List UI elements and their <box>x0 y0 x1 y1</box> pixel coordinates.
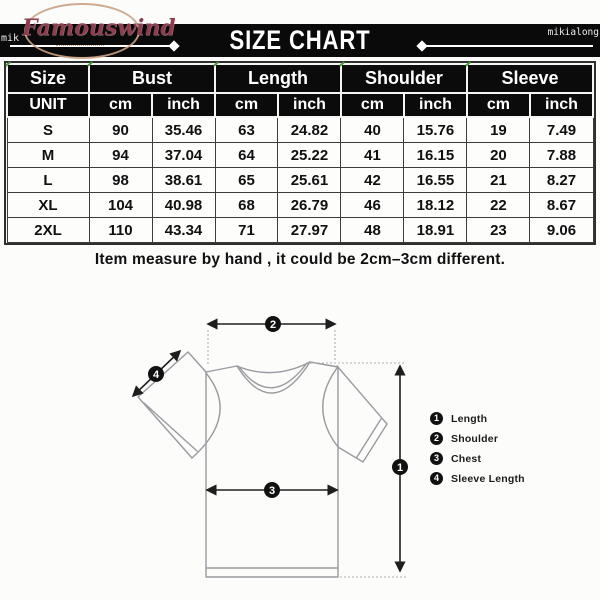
unit-inch: inch <box>152 93 215 117</box>
legend-label: Sleeve Length <box>451 472 525 485</box>
measurement-cell: 16.55 <box>404 168 467 193</box>
measurement-cell: 43.34 <box>152 218 215 243</box>
unit-cm: cm <box>467 93 530 117</box>
legend-item-sleeve-length <box>430 472 525 485</box>
measurement-cell: 63 <box>215 117 278 143</box>
size-table <box>6 63 594 243</box>
measurement-cell: 104 <box>89 193 152 218</box>
marker-shoulder <box>265 316 281 332</box>
measurement-cell: 8.67 <box>530 193 593 218</box>
legend-num-icon: 1 <box>430 412 443 425</box>
svg-text:1: 1 <box>396 462 404 474</box>
measurement-cell: 40.98 <box>152 193 215 218</box>
measurement-cell: 98 <box>89 168 152 193</box>
measurement-cell: 68 <box>215 193 278 218</box>
measurement-cell: 37.04 <box>152 143 215 168</box>
legend-item-shoulder <box>430 432 525 445</box>
measurement-cell: 25.22 <box>278 143 341 168</box>
unit-cm: cm <box>341 93 404 117</box>
size-label-cell: 2XL <box>7 218 89 243</box>
measurement-cell: 40 <box>341 117 404 143</box>
measurement-cell: 26.79 <box>278 193 341 218</box>
measurement-cell: 38.61 <box>152 168 215 193</box>
col-header-shoulder: Shoulder <box>341 64 467 93</box>
measurement-cell: 22 <box>467 193 530 218</box>
table-row <box>7 218 593 243</box>
measurement-cell: 15.76 <box>404 117 467 143</box>
marker-sleeve <box>148 366 164 382</box>
legend-label: Shoulder <box>451 432 499 445</box>
legend-label: Chest <box>451 452 482 465</box>
logo-script-text: Famouswind <box>22 15 176 41</box>
logo-subtext-decoration <box>56 45 104 46</box>
table-unit-row <box>7 93 593 117</box>
marker-chest <box>264 482 280 498</box>
measurement-cell: 71 <box>215 218 278 243</box>
size-label-cell: L <box>7 168 89 193</box>
measurement-arrows <box>133 324 400 571</box>
brand-logo <box>20 1 176 58</box>
table-row <box>7 117 593 143</box>
diagram-legend <box>430 412 525 492</box>
legend-num-icon: 3 <box>430 452 443 465</box>
right-arrow-line <box>421 45 593 47</box>
size-table-body <box>7 117 593 243</box>
measurement-cell: 110 <box>89 218 152 243</box>
measurement-cell: 27.97 <box>278 218 341 243</box>
measurement-cell: 35.46 <box>152 117 215 143</box>
measurement-cell: 42 <box>341 168 404 193</box>
measurement-cell: 7.49 <box>530 117 593 143</box>
col-header-size: Size <box>7 64 89 93</box>
measurement-cell: 41 <box>341 143 404 168</box>
legend-item-chest <box>430 452 525 465</box>
col-header-bust: Bust <box>89 64 215 93</box>
legend-item-length <box>430 412 525 425</box>
measurement-cell: 25.61 <box>278 168 341 193</box>
right-diamond-icon <box>416 40 427 51</box>
left-diamond-icon <box>168 40 179 51</box>
tshirt-outline <box>138 352 387 577</box>
unit-inch: inch <box>278 93 341 117</box>
unit-inch: inch <box>404 93 467 117</box>
measurement-cell: 65 <box>215 168 278 193</box>
measurement-cell: 19 <box>467 117 530 143</box>
measurement-note: Item measure by hand , it could be 2cm–3cm different. <box>94 251 506 268</box>
size-label-cell: S <box>7 117 89 143</box>
measurement-cell: 64 <box>215 143 278 168</box>
measurement-cell: 7.88 <box>530 143 593 168</box>
unit-cm: cm <box>215 93 278 117</box>
col-header-length: Length <box>215 64 341 93</box>
unit-cm: cm <box>89 93 152 117</box>
measurement-cell: 94 <box>89 143 152 168</box>
marker-length <box>392 459 408 475</box>
measurement-cell: 18.12 <box>404 193 467 218</box>
unit-label: UNIT <box>7 93 89 117</box>
table-group-header-row <box>7 64 593 93</box>
measurement-cell: 21 <box>467 168 530 193</box>
measurement-cell: 23 <box>467 218 530 243</box>
watermark-right: mikialong <box>547 27 599 38</box>
svg-text:4: 4 <box>152 369 160 381</box>
measurement-cell: 24.82 <box>278 117 341 143</box>
legend-label: Length <box>451 412 488 425</box>
watermark-left: mik <box>1 33 20 44</box>
measurement-cell: 48 <box>341 218 404 243</box>
measurement-cell: 8.27 <box>530 168 593 193</box>
page-title: SIZE CHART <box>229 25 371 55</box>
measurement-cell: 9.06 <box>530 218 593 243</box>
measurement-cell: 16.15 <box>404 143 467 168</box>
svg-text:2: 2 <box>269 319 277 331</box>
col-header-sleeve: Sleeve <box>467 64 593 93</box>
unit-inch: inch <box>530 93 593 117</box>
table-row <box>7 143 593 168</box>
table-row <box>7 193 593 218</box>
legend-num-icon: 4 <box>430 472 443 485</box>
measurement-cell: 18.91 <box>404 218 467 243</box>
size-label-cell: M <box>7 143 89 168</box>
svg-text:3: 3 <box>268 485 276 497</box>
measurement-cell: 90 <box>89 117 152 143</box>
table-row <box>7 168 593 193</box>
size-label-cell: XL <box>7 193 89 218</box>
legend-num-icon: 2 <box>430 432 443 445</box>
measurement-cell: 46 <box>341 193 404 218</box>
size-table-container <box>4 61 596 245</box>
measurement-cell: 20 <box>467 143 530 168</box>
